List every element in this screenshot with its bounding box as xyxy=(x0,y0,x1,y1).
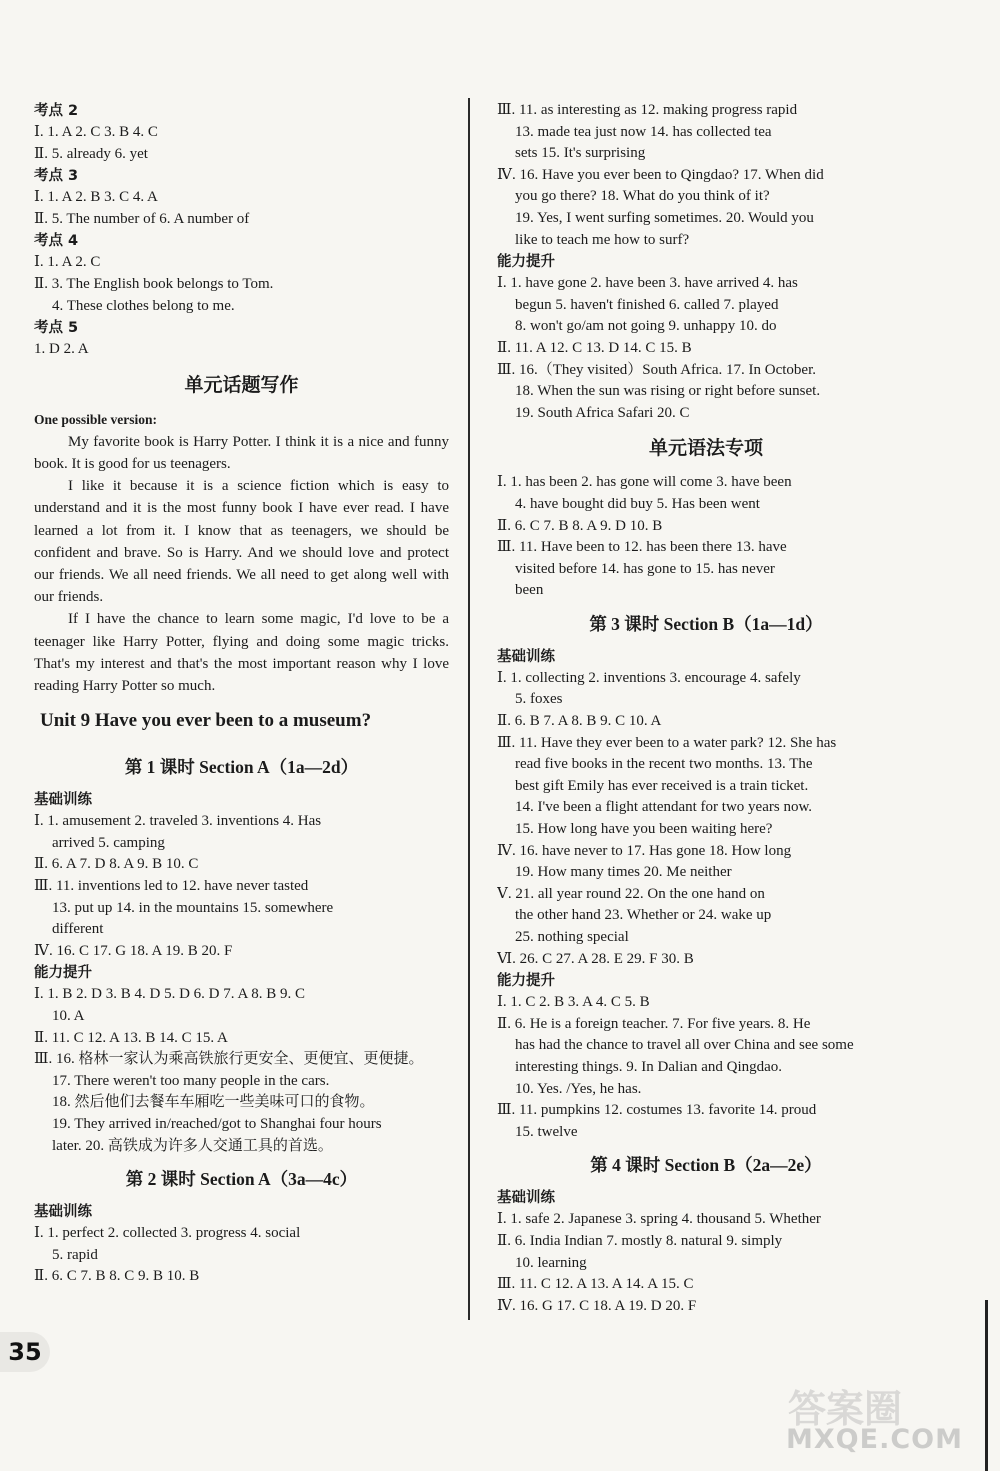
section-heading: 基础训练 xyxy=(497,648,555,665)
answer-line: Ⅱ. 6. B 7. A 8. B 9. C 10. A xyxy=(497,713,662,730)
answer-line: best gift Emily has ever received is a train ticket. xyxy=(515,777,809,794)
answer-line: Ⅰ. 1. has been 2. has gone will come 3. have been xyxy=(497,474,792,491)
section-heading: 考点 2 xyxy=(34,103,79,119)
grammar-title: 单元语法专项 xyxy=(648,437,763,460)
answer-line: Ⅰ. 1. collecting 2. inventions 3. encourage 4. safely xyxy=(497,669,801,686)
answer-line: Ⅱ. 6. C 7. B 8. C 9. B 10. B xyxy=(34,1268,200,1285)
answer-line: you go there? 18. What do you think of it? xyxy=(515,188,770,205)
answer-line: 15. How long have you been waiting here? xyxy=(515,821,773,838)
answer-line: Ⅳ. 16. C 17. G 18. A 19. B 20. F xyxy=(34,942,233,959)
section-heading: 能力提升 xyxy=(497,973,555,990)
answer-line: arrived 5. camping xyxy=(52,834,165,851)
answer-line: 19. Yes, I went surfing sometimes. 20. Would you xyxy=(515,209,814,226)
answer-line: Ⅲ. 11. inventions led to 12. have never tasted xyxy=(34,877,309,894)
lesson-title: 第 4 课时 Section B（2a—2e） xyxy=(590,1155,822,1176)
answer-line: 5. rapid xyxy=(52,1246,98,1263)
answer-line: visited before 14. has gone to 15. has never xyxy=(515,560,775,577)
answer-line: 17. There weren't too many people in the cars. xyxy=(52,1072,330,1089)
page-number: 35 xyxy=(0,1332,50,1372)
unit-title: Unit 9 Have you ever been to a museum? xyxy=(40,710,372,732)
left-column xyxy=(34,100,449,1288)
answer-line: Ⅲ. 11. pumpkins 12. costumes 13. favorite 14. proud xyxy=(497,1102,817,1119)
answer-line: Ⅲ. 11. Have been to 12. has been there 13. have xyxy=(497,539,787,556)
answer-line: Ⅳ. 16. G 17. C 18. A 19. D 20. F xyxy=(497,1297,697,1314)
essay-paragraph: I like it because it is a science fiction which is easy to understand and it is the most funny book I have ever read. I have learned a lot from it. I know that as teenagers, we should be confident and brave. So is Harry. And we should love and protect our friends. We all need friends. We all need to get along well with our friends. xyxy=(34,478,449,606)
answer-line: Ⅲ. 11. Have they ever been to a water park? 12. She has xyxy=(497,734,837,751)
answer-line: Ⅱ. 6. A 7. D 8. A 9. B 10. C xyxy=(34,856,199,873)
answer-line: 25. nothing special xyxy=(515,929,629,945)
answer-line: 4. These clothes belong to me. xyxy=(52,297,235,314)
answer-line: 13. made tea just now 14. has collected tea xyxy=(515,123,772,140)
answer-line: begun 5. haven't finished 6. called 7. played xyxy=(515,296,779,313)
answer-line: Ⅲ. 16. 格林一家认为乘高铁旅行更安全、更便宜、更便捷。 xyxy=(34,1051,424,1068)
answer-line: Ⅵ. 26. C 27. A 28. E 29. F 30. B xyxy=(497,950,694,967)
left-top-block xyxy=(34,100,449,361)
answer-line: Ⅱ. 11. C 12. A 13. B 14. C 15. A xyxy=(34,1029,228,1046)
answer-line: different xyxy=(52,921,104,938)
grammar-block xyxy=(497,472,915,602)
answer-line: 18. When the sun was rising or right before sunset. xyxy=(515,383,821,400)
answer-line: 13. put up 14. in the mountains 15. somewhere xyxy=(52,899,334,916)
essay xyxy=(34,431,449,697)
version-label: One possible version: xyxy=(34,411,158,427)
answer-line: Ⅳ. 16. Have you ever been to Qingdao? 17. When did xyxy=(497,166,824,183)
answer-line: Ⅰ. 1. B 2. D 3. B 4. D 5. D 6. D 7. A 8. B 9. C xyxy=(34,986,305,1003)
essay-paragraph: If I have the chance to learn some magic, I'd love to be a teenager like Harry Potter, flying and doing some magic tricks. That's my interest and that's the most important reason why I love reading Harry Potter so much. xyxy=(34,611,449,694)
lesson2-block xyxy=(34,1201,449,1288)
section-heading: 基础训练 xyxy=(497,1190,555,1207)
answer-line: 10. learning xyxy=(515,1254,587,1271)
section-heading: 基础训练 xyxy=(34,792,92,809)
answer-line: Ⅰ. 1. A 2. C xyxy=(34,254,101,271)
answer-line: the other hand 23. Whether or 24. wake up xyxy=(515,907,772,924)
answer-line: 19. How many times 20. Me neither xyxy=(515,864,732,881)
answer-line: 19. They arrived in/reached/got to Shanghai four hours xyxy=(52,1115,382,1132)
lesson-title: 第 2 课时 Section A（3a—4c） xyxy=(125,1169,358,1190)
answer-line: 15. twelve xyxy=(515,1123,578,1140)
answer-line: Ⅱ. 6. He is a foreign teacher. 7. For five years. 8. He xyxy=(497,1015,811,1032)
watermark-logo: 答案圈 xyxy=(788,1387,903,1431)
answer-line: Ⅱ. 11. A 12. C 13. D 14. C 15. B xyxy=(497,339,692,356)
answer-line: Ⅳ. 16. have never to 17. Has gone 18. How long xyxy=(497,842,792,859)
lesson3-block xyxy=(497,646,915,1143)
answer-line: Ⅱ. 3. The English book belongs to Tom. xyxy=(34,275,274,292)
answer-line: sets 15. It's surprising xyxy=(515,145,646,162)
answer-line: has had the chance to travel all over China and see some xyxy=(515,1037,854,1054)
column-divider xyxy=(468,98,470,1320)
answer-line: Ⅱ. 6. India Indian 7. mostly 8. natural 9. simply xyxy=(497,1232,783,1249)
section-heading: 考点 5 xyxy=(34,320,79,337)
section-heading: 考点 4 xyxy=(34,233,79,250)
section-heading: 基础训练 xyxy=(34,1204,92,1221)
answer-line: Ⅰ. 1. safe 2. Japanese 3. spring 4. thousand 5. Whether xyxy=(497,1211,821,1228)
lesson-title: 第 3 课时 Section B（1a—1d） xyxy=(589,613,823,634)
page-edge xyxy=(985,1300,988,1471)
answer-line: Ⅲ. 16.（They visited）South Africa. 17. In October. xyxy=(497,361,816,378)
answer-line: like to teach me how to surf? xyxy=(515,231,690,248)
answer-line: Ⅰ. 1. C 2. B 3. A 4. C 5. B xyxy=(497,994,650,1011)
watermark xyxy=(778,1378,978,1468)
right-top-block xyxy=(497,100,915,424)
answer-line: 4. have bought did buy 5. Has been went xyxy=(515,495,760,512)
answer-line: been xyxy=(515,582,544,599)
answer-line: 10. A xyxy=(52,1007,85,1024)
essay-paragraph: My favorite book is Harry Potter. I think it is a nice and funny book. It is good for us teenagers. xyxy=(34,433,449,472)
answer-line: Ⅰ. 1. have gone 2. have been 3. have arrived 4. has xyxy=(497,275,798,292)
answer-line: Ⅱ. 5. The number of 6. A number of xyxy=(34,210,250,227)
lesson1-block xyxy=(34,789,449,1157)
answer-line: Ⅱ. 6. C 7. B 8. A 9. D 10. B xyxy=(497,517,663,534)
answer-line: Ⅱ. 5. already 6. yet xyxy=(34,145,148,162)
answer-line: later. 20. 高铁成为许多人交通工具的首选。 xyxy=(52,1137,333,1154)
answer-line: 10. Yes. /Yes, he has. xyxy=(515,1080,642,1097)
answer-line: Ⅲ. 11. as interesting as 12. making progress rapid xyxy=(497,102,798,118)
section-heading: 考点 3 xyxy=(34,168,79,185)
answer-line: Ⅴ. 21. all year round 22. On the one hand on xyxy=(497,885,765,902)
answer-line: 18. 然后他们去餐车车厢吃一些美味可口的食物。 xyxy=(52,1094,375,1111)
answer-line: Ⅲ. 11. C 12. A 13. A 14. A 15. C xyxy=(497,1276,694,1293)
answer-line: 5. foxes xyxy=(515,691,563,708)
answer-line: Ⅰ. 1. amusement 2. traveled 3. inventions 4. Has xyxy=(34,813,322,830)
section-heading: 能力提升 xyxy=(497,254,555,271)
watermark-text: MXQE.COM xyxy=(786,1424,963,1455)
answer-line: interesting things. 9. In Dalian and Qingdao. xyxy=(515,1058,783,1075)
answer-line: Ⅰ. 1. A 2. B 3. C 4. A xyxy=(34,189,158,206)
answer-line: Ⅰ. 1. perfect 2. collected 3. progress 4. social xyxy=(34,1225,301,1242)
section-heading: 能力提升 xyxy=(34,965,92,982)
lesson-title: 第 1 课时 Section A（1a—2d） xyxy=(124,757,359,778)
answer-line: Ⅰ. 1. A 2. C 3. B 4. C xyxy=(34,124,158,140)
answer-line: 8. won't go/am not going 9. unhappy 10. do xyxy=(515,318,777,335)
answer-line: 14. I've been a flight attendant for two years now. xyxy=(515,799,813,816)
lesson4-block xyxy=(497,1187,915,1317)
answer-line: 19. South Africa Safari 20. C xyxy=(515,404,690,421)
right-column xyxy=(497,100,915,1317)
writing-title: 单元话题写作 xyxy=(184,373,299,396)
answer-line: 1. D 2. A xyxy=(34,341,89,358)
answer-line: read five books in the recent two months. 13. The xyxy=(515,756,813,773)
